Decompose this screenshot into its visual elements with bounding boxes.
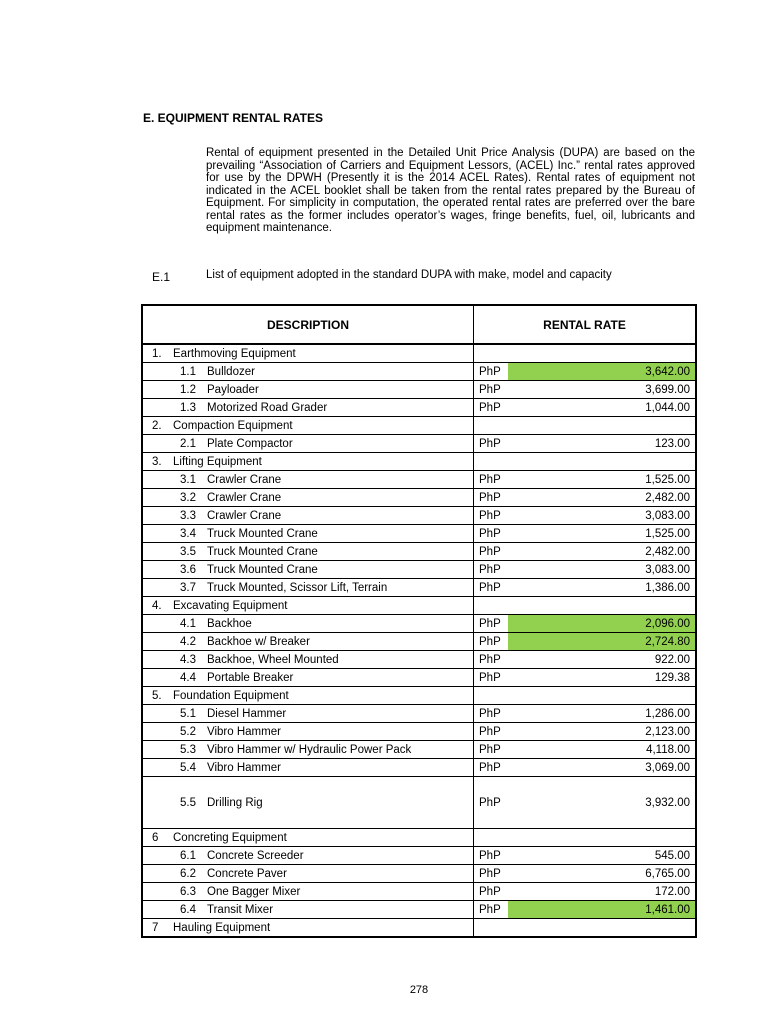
currency-label: PhP [479,527,501,540]
table-row [142,507,696,525]
table-row [142,633,696,651]
item-label: Motorized Road Grader [207,401,328,414]
currency-label: PhP [479,653,501,666]
currency-label: PhP [479,581,501,594]
item-label: Excavating Equipment [173,599,288,612]
description-cell [142,543,474,561]
rental-rate-cell [474,561,697,579]
item-number: 2.1 [180,437,196,450]
rate-value: 545.00 [654,849,690,862]
item-number: 5. [152,689,162,702]
currency-label: PhP [479,743,501,756]
description-cell [142,651,474,669]
item-number: 3.6 [180,563,196,576]
currency-label: PhP [479,563,501,576]
rate-value: 2,482.00 [645,491,690,504]
currency-label: PhP [479,796,501,809]
table-row [142,777,696,829]
description-cell [142,633,474,651]
rental-rate-cell [474,543,697,561]
rate-value: 1,525.00 [645,527,690,540]
currency-label: PhP [479,473,501,486]
rental-rate-cell [474,829,697,847]
table-row [142,579,696,597]
rate-value: 1,525.00 [645,473,690,486]
description-cell [142,489,474,507]
table-row [142,883,696,901]
currency-label: PhP [479,437,501,450]
item-label: Lifting Equipment [173,455,262,468]
currency-label: PhP [479,867,501,880]
item-number: 7 [152,921,159,934]
rental-rate-cell [474,777,697,829]
description-cell [142,561,474,579]
item-label: Crawler Crane [207,509,282,522]
description-cell [142,507,474,525]
item-label: Diesel Hammer [207,707,287,720]
table-row [142,525,696,543]
currency-label: PhP [479,383,501,396]
item-number: 1. [152,347,162,360]
description-cell [142,597,474,615]
section-heading: E. EQUIPMENT RENTAL RATES [143,111,324,125]
currency-label: PhP [479,671,501,684]
rate-value: 2,096.00 [508,615,695,632]
description-cell [142,829,474,847]
description-cell [142,883,474,901]
item-number: 3.4 [180,527,196,540]
description-cell [142,741,474,759]
subsection-title: List of equipment adopted in the standard DUPA with make, model and capacity [206,269,612,281]
item-number: 3.5 [180,545,196,558]
table-row [142,381,696,399]
table-row [142,435,696,453]
table-row [142,471,696,489]
rental-rate-cell [474,759,697,777]
rate-value: 922.00 [654,653,690,666]
item-number: 5.3 [180,743,196,756]
rental-rate-cell [474,669,697,687]
table-row [142,543,696,561]
table-body [142,344,696,937]
rental-rate-cell [474,687,697,705]
rate-value: 129.38 [654,671,690,684]
item-number: 6.3 [180,885,196,898]
item-label: Truck Mounted Crane [207,527,318,540]
item-label: Concreting Equipment [173,831,287,844]
rate-value: 3,642.00 [508,363,695,380]
item-number: 3. [152,455,162,468]
rental-rate-cell [474,435,697,453]
currency-label: PhP [479,509,501,522]
item-number: 5.1 [180,707,196,720]
rental-rate-cell [474,919,697,938]
currency-label: PhP [479,885,501,898]
description-cell [142,847,474,865]
rate-value: 123.00 [654,437,690,450]
item-number: 5.4 [180,761,196,774]
rate-value: 1,461.00 [508,901,695,918]
table-row [142,723,696,741]
rental-rate-cell [474,579,697,597]
currency-label: PhP [479,725,501,738]
item-number: 5.5 [180,796,196,809]
rate-value: 3,083.00 [645,509,690,522]
description-cell [142,363,474,381]
item-label: Vibro Hammer [207,725,281,738]
table-row [142,651,696,669]
table-row [142,901,696,919]
table-row [142,399,696,417]
item-label: Crawler Crane [207,473,282,486]
description-cell [142,417,474,435]
rate-value: 1,286.00 [645,707,690,720]
item-number: 6.4 [180,903,196,916]
table-row [142,759,696,777]
subsection-number: E.1 [152,270,171,284]
item-label: Truck Mounted, Scissor Lift, Terrain [207,581,388,594]
description-cell [142,471,474,489]
rental-rate-header: RENTAL RATE [474,305,697,344]
category-row [142,597,696,615]
item-label: Earthmoving Equipment [173,347,296,360]
description-cell [142,901,474,919]
rental-rate-cell [474,453,697,471]
item-label: Foundation Equipment [173,689,289,702]
rate-value: 3,069.00 [645,761,690,774]
currency-label: PhP [479,365,501,378]
rate-value: 4,118.00 [646,743,690,756]
description-header: DESCRIPTION [142,305,474,344]
item-label: Vibro Hammer [207,761,281,774]
category-row [142,919,696,938]
category-row [142,829,696,847]
category-row [142,453,696,471]
item-number: 3.1 [180,473,196,486]
table-row [142,865,696,883]
item-number: 1.3 [180,401,196,414]
rate-value: 1,386.00 [645,581,690,594]
rate-value: 3,083.00 [645,563,690,576]
item-number: 4.4 [180,671,196,684]
rental-rate-cell [474,883,697,901]
description-cell [142,435,474,453]
table-row [142,489,696,507]
rental-rate-cell [474,847,697,865]
table-header-row [142,305,696,344]
category-row [142,344,696,363]
item-label: Vibro Hammer w/ Hydraulic Power Pack [207,743,412,756]
item-label: Truck Mounted Crane [207,545,318,558]
item-number: 2. [152,419,162,432]
description-cell [142,705,474,723]
rental-rate-cell [474,344,697,363]
item-label: Hauling Equipment [173,921,271,934]
rental-rate-cell [474,597,697,615]
rental-rate-cell [474,363,697,381]
table-row [142,705,696,723]
intro-paragraph: Rental of equipment presented in the Detailed Unit Price Analysis (DUPA) are based on the prevailing “Association of Carriers and Equipment Lessors, (ACEL) Inc.” rental rates approved for use by the DPWH (Presently it is the 2014 ACEL Rates). Rental rates of equipment not indicated in the ACEL booklet shall be taken from the rental rates prepared by the Bureau of Equipment. For simplicity in computation, the operated rental rates are preferred over the bare rental rates as the former includes operator’s wages, fringe benefits, fuel, oil, lubricants and equipment maintenance. [206,147,695,234]
description-cell [142,723,474,741]
description-cell [142,344,474,363]
item-label: Payloader [207,383,259,396]
item-number: 4.1 [180,617,196,630]
rental-rate-cell [474,651,697,669]
item-number: 4.2 [180,635,196,648]
currency-label: PhP [479,617,501,630]
rental-rate-cell [474,615,697,633]
item-label: Plate Compactor [207,437,293,450]
table-row [142,615,696,633]
item-number: 4. [152,599,162,612]
rental-rate-cell [474,741,697,759]
item-number: 4.3 [180,653,196,666]
rental-rate-cell [474,525,697,543]
item-number: 6.1 [180,849,196,862]
description-cell [142,669,474,687]
category-row [142,687,696,705]
rate-value: 2,724.80 [508,633,695,650]
table-row [142,741,696,759]
currency-label: PhP [479,491,501,504]
table-row [142,363,696,381]
item-number: 6.2 [180,867,196,880]
currency-label: PhP [479,849,501,862]
equipment-rental-table [141,304,697,938]
currency-label: PhP [479,635,501,648]
currency-label: PhP [479,401,501,414]
rental-rate-cell [474,471,697,489]
item-label: Transit Mixer [207,903,274,916]
rental-rate-cell [474,865,697,883]
rental-rate-cell [474,381,697,399]
description-cell [142,453,474,471]
item-label: One Bagger Mixer [207,885,301,898]
item-number: 1.1 [180,365,196,378]
table-row [142,847,696,865]
description-cell [142,919,474,938]
description-cell [142,615,474,633]
item-label: Crawler Crane [207,491,282,504]
rate-value: 6,765.00 [645,867,690,880]
item-label: Bulldozer [207,365,255,378]
rate-value: 2,482.00 [645,545,690,558]
currency-label: PhP [479,761,501,774]
item-label: Backhoe [207,617,252,630]
rental-rate-cell [474,417,697,435]
rate-value: 2,123.00 [645,725,690,738]
description-cell [142,381,474,399]
rental-rate-cell [474,399,697,417]
item-number: 3.3 [180,509,196,522]
rental-rate-cell [474,489,697,507]
item-label: Backhoe w/ Breaker [207,635,310,648]
item-label: Concrete Screeder [207,849,304,862]
rate-value: 1,044.00 [645,401,690,414]
item-label: Portable Breaker [207,671,294,684]
description-cell [142,759,474,777]
category-row [142,417,696,435]
page-number: 278 [409,984,429,996]
item-label: Compaction Equipment [173,419,293,432]
description-cell [142,865,474,883]
table-row [142,561,696,579]
item-number: 3.7 [180,581,196,594]
rental-rate-cell [474,901,697,919]
item-number: 5.2 [180,725,196,738]
item-number: 1.2 [180,383,196,396]
item-label: Concrete Paver [207,867,287,880]
item-label: Truck Mounted Crane [207,563,318,576]
description-cell [142,525,474,543]
item-label: Backhoe, Wheel Mounted [207,653,339,666]
item-label: Drilling Rig [207,796,263,809]
rate-value: 3,699.00 [645,383,690,396]
rate-value: 3,932.00 [645,796,690,809]
currency-label: PhP [479,707,501,720]
description-cell [142,777,474,829]
item-number: 3.2 [180,491,196,504]
rental-rate-cell [474,507,697,525]
currency-label: PhP [479,545,501,558]
description-cell [142,687,474,705]
rental-rate-cell [474,633,697,651]
description-cell [142,399,474,417]
currency-label: PhP [479,903,501,916]
item-number: 6 [152,831,159,844]
table-row [142,669,696,687]
rental-rate-cell [474,705,697,723]
description-cell [142,579,474,597]
rate-value: 172.00 [654,885,690,898]
rental-rate-cell [474,723,697,741]
